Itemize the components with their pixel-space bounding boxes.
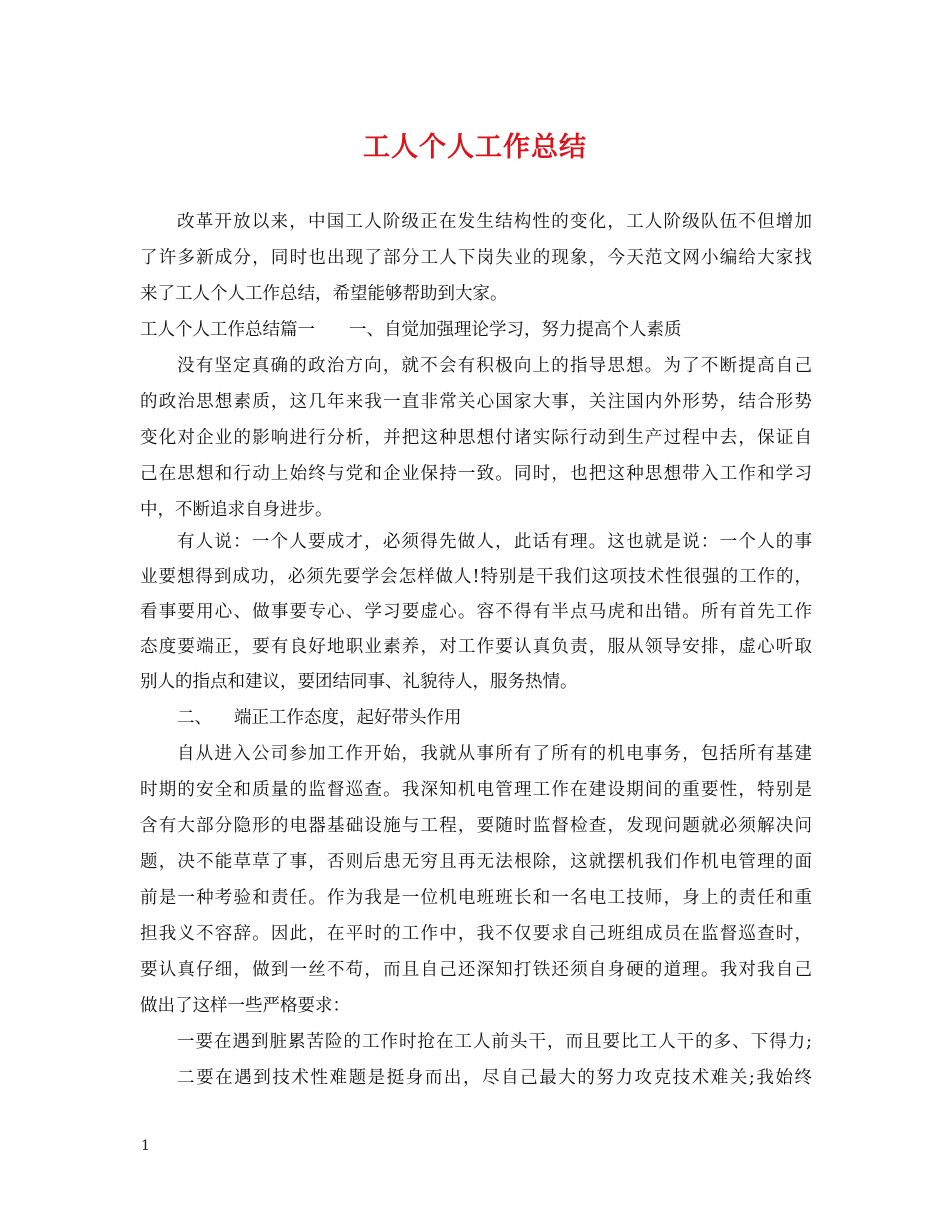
- section2-heading: 端正工作态度，起好带头作用: [234, 708, 462, 728]
- section1-heading: 一、自觉加强理论学习，努力提高个人素质: [349, 320, 682, 340]
- intro-line-2: 了许多新成分，同时也出现了部分工人下岗失业的现象，今天范文网小编给大家找: [140, 248, 812, 268]
- para2-line-3: 看事要用心、做事要专心、学习要虚心。容不得有半点马虎和出错。所有首先工作: [140, 602, 812, 622]
- para1-line-4: 己在思想和行动上始终与党和企业保持一致。同时，也把这种思想带入工作和学习: [140, 464, 812, 484]
- para3-line-7: 要认真仔细，做到一丝不苟，而且自己还深知打铁还须自身硬的道理。我对我自己: [140, 960, 812, 980]
- section2-heading-line: [177, 700, 462, 736]
- para2-line-5: 别人的指点和建议，要团结同事、礼貌待人，服务热情。: [140, 672, 578, 692]
- page-title: 工人个人工作总结: [363, 132, 587, 163]
- para3-line-1: 自从进入公司参加工作开始，我就从事所有了所有的机电事务，包括所有基建: [177, 744, 812, 764]
- para3-line-8: 做出了这样一些严格要求：: [140, 996, 350, 1016]
- section1-label: 工人个人工作总结篇一: [140, 320, 315, 340]
- para2-line-1: 有人说：一个人要成才，必须得先做人，此话有理。这也就是说：一个人的事: [177, 532, 812, 552]
- para1-line-5: 中，不断追求自身进步。: [140, 500, 333, 520]
- para3-line-3: 含有大部分隐形的电器基础设施与工程，要随时监督检查，发现问题就必须解决问: [140, 816, 812, 836]
- section2-number: 二、: [177, 708, 212, 728]
- page-number: 1: [141, 1138, 150, 1154]
- para3-line-5: 前是一种考验和责任。作为我是一位机电班班长和一名电工技师，身上的责任和重: [140, 888, 812, 908]
- para5-line-1: 二要在遇到技术性难题是挺身而出，尽自己最大的努力攻克技术难关;我始终: [177, 1068, 812, 1088]
- para2-line-2: 业要想得到成功，必须先要学会怎样做人!特别是干我们这项技术性很强的工作的，: [140, 567, 812, 587]
- intro-line-3: 来了工人个人工作总结，希望能够帮助到大家。: [140, 284, 508, 304]
- para3-line-2: 时期的安全和质量的监督巡查。我深知机电管理工作在建设期间的重要性，特别是: [140, 780, 812, 800]
- para3-line-6: 担我义不容辞。因此，在平时的工作中，我不仅要求自己班组成员在监督巡查时，: [140, 924, 812, 944]
- para1-line-3: 变化对企业的影响进行分析，并把这种思想付诸实际行动到生产过程中去，保证自: [140, 428, 812, 448]
- para2-line-4: 态度要端正，要有良好地职业素养，对工作要认真负责，服从领导安排，虚心听取: [140, 637, 812, 657]
- para4-line-1: 一要在遇到脏累苦险的工作时抢在工人前头干，而且要比工人干的多、下得力;: [177, 1032, 812, 1052]
- intro-line-1: 改革开放以来，中国工人阶级正在发生结构性的变化，工人阶级队伍不但增加: [177, 212, 812, 232]
- para1-line-1: 没有坚定真确的政治方向，就不会有积极向上的指导思想。为了不断提高自己: [177, 356, 812, 376]
- para1-line-2: 的政治思想素质，这几年来我一直非常关心国家大事，关注国内外形势，结合形势: [140, 392, 812, 412]
- section1-heading-line: [140, 312, 682, 348]
- para3-line-4: 题，决不能草草了事，否则后患无穷且再无法根除，这就摆机我们作机电管理的面: [140, 852, 812, 872]
